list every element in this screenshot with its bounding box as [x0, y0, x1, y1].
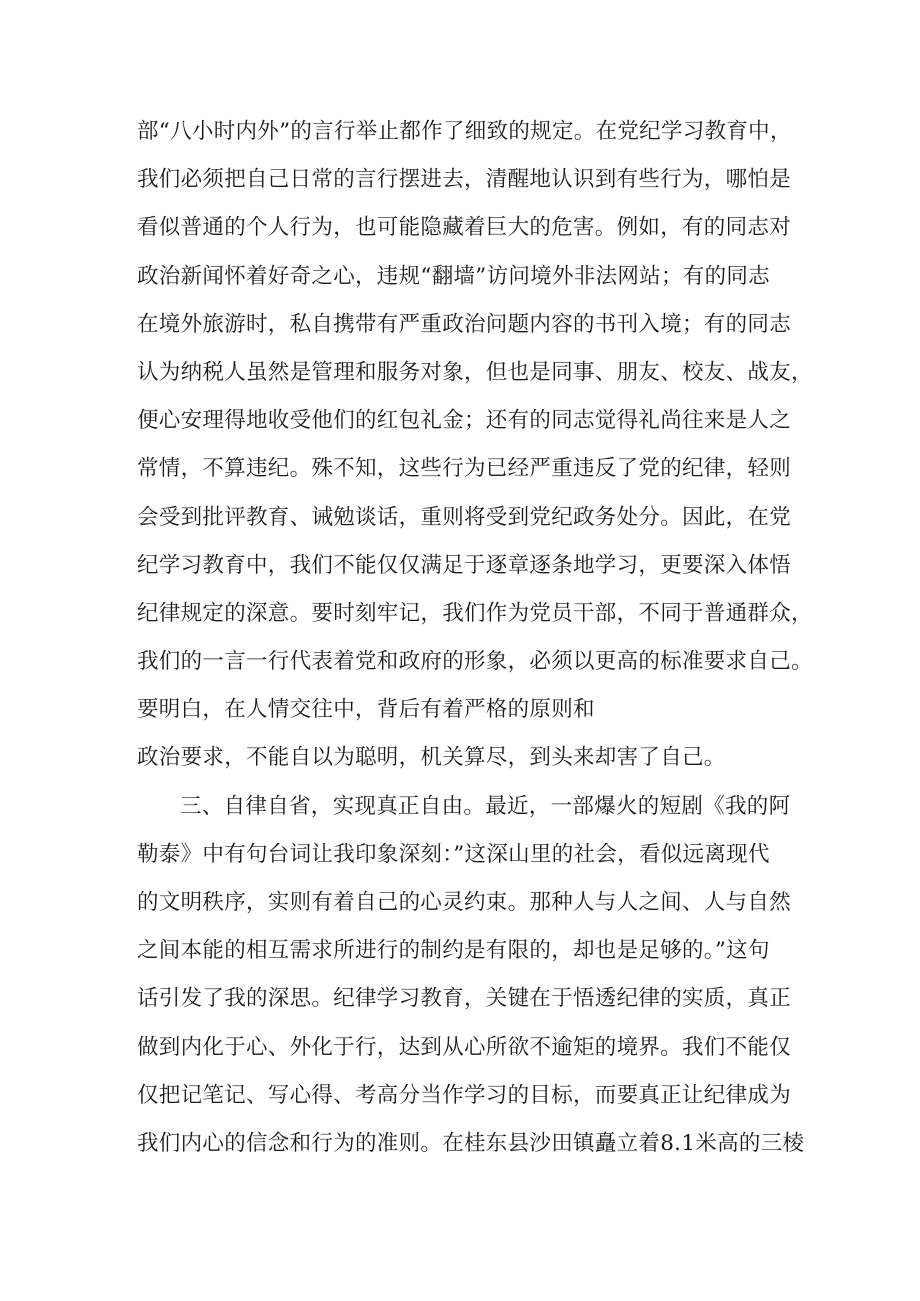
text-line: 仅把记笔记、写心得、考高分当作学习的目标，而要真正让纪律成为: [137, 1082, 792, 1108]
text-line: 我们内心的信念和行为的准则。在桂东县沙田镇矗立着8.1米高的三棱: [137, 1130, 805, 1156]
text-line: 纪学习教育中，我们不能仅仅满足于逐章逐条地学习，更要深入体悟: [137, 552, 792, 578]
text-line: 在境外旅游时，私自携带有严重政治问题内容的书刊入境；有的同志: [137, 311, 792, 337]
text-line: 政治要求，不能自以为聪明，机关算尽，到头来却害了自己。: [137, 745, 726, 771]
text-line: 政治新闻怀着好奇之心，违规“翻墙”访问境外非法网站；有的同志: [137, 263, 770, 289]
text-line: 我们必须把自己日常的言行摆进去，清醒地认识到有些行为，哪怕是: [137, 167, 792, 193]
text-line: 看似普通的个人行为，也可能隐藏着巨大的危害。例如，有的同志对: [137, 215, 792, 241]
text-line: 做到内化于心、外化于行，达到从心所欲不逾矩的境界。我们不能仅: [137, 1034, 792, 1060]
text-line: 勒泰》中有句台词让我印象深刻：”这深山里的社会，看似远离现代: [137, 841, 770, 867]
text-line: 常情，不算违纪。殊不知，这些行为已经严重违反了党的纪律，轻则: [137, 456, 792, 482]
section-heading-line: 三、自律自省，实现真正自由。最近，一部爆火的短剧《我的阿: [180, 793, 791, 819]
text-line: 之间本能的相互需求所进行的制约是有限的，却也是足够的。”这句: [137, 938, 770, 964]
text-line: 认为纳税人虽然是管理和服务对象，但也是同事、朋友、校友、战友，: [137, 359, 813, 385]
text-line: 话引发了我的深思。纪律学习教育，关键在于悟透纪律的实质，真正: [137, 986, 792, 1012]
text-line: 要明白，在人情交往中，背后有着严格的原则和: [137, 697, 595, 723]
text-line: 会受到批评教育、诫勉谈话，重则将受到党纪政务处分。因此，在党: [137, 504, 792, 530]
text-line: 纪律规定的深意。要时刻牢记，我们作为党员干部，不同于普通群众，: [137, 600, 813, 626]
text-line: 便心安理得地收受他们的红包礼金；还有的同志觉得礼尚往来是人之: [137, 408, 792, 434]
body-text: [137, 108, 813, 1168]
text-line: 的文明秩序，实则有着自己的心灵约束。那种人与人之间、人与自然: [137, 890, 792, 915]
text-line: 部“八小时内外”的言行举止都作了细致的规定。在党纪学习教育中，: [137, 119, 792, 144]
text-line: 我们的一言一行代表着党和政府的形象，必须以更高的标准要求自己。: [137, 649, 813, 675]
